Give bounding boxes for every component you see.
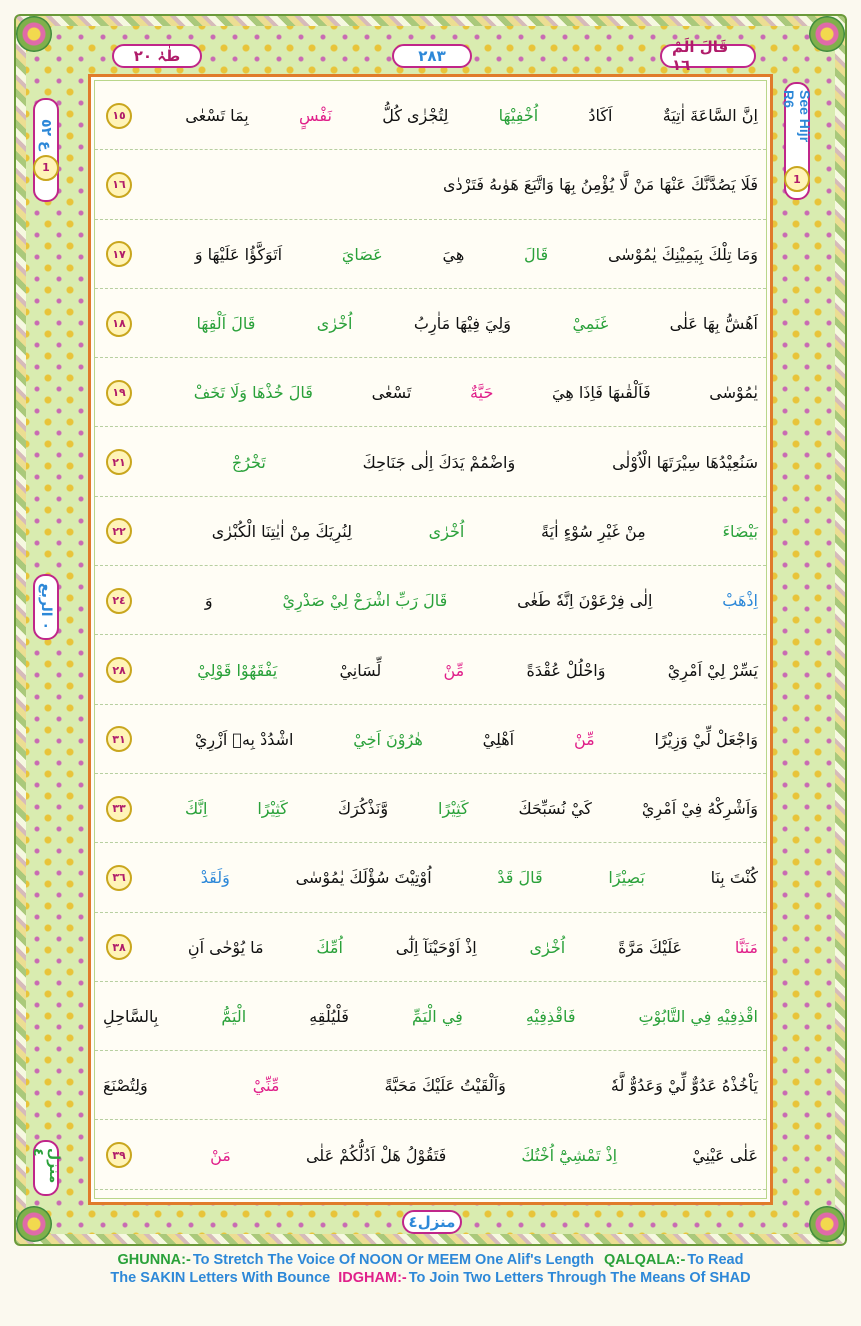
verse-segment: بِمَا تَسْعٰى <box>185 106 249 126</box>
verse-segment: هٰرُوْنَ اَخِيْ <box>353 729 423 749</box>
quran-text-panel <box>88 74 773 1205</box>
verse-segment: غَنَمِيْ <box>572 314 609 334</box>
verse-segment: وَلِتُصْنَعَ <box>103 1076 148 1096</box>
verse-segment: اشْدُدْ بِهٖ اَزْرِيْ <box>194 729 294 749</box>
verse-segment: عَلَيْكَ مَرَّةً <box>618 937 683 957</box>
verse-segment: اِنَّ السَّاعَةَ اٰتِيَةٌ <box>662 106 758 126</box>
corner-ornament-bottom-left-icon <box>16 1206 52 1242</box>
manzil-marker: منزل٤ <box>402 1210 462 1234</box>
verse-segment: فَاَلْقٰىهَا فَاِذَا هِيَ <box>552 383 651 403</box>
verse-line <box>91 913 770 982</box>
verse-segment: اِلٰى فِرْعَوْنَ اِنَّهٗ طَغٰى <box>517 591 653 611</box>
verse-segment: اَكَادُ <box>588 106 613 126</box>
verse-segment: كُنْتَ بِنَا <box>710 868 758 888</box>
verse-line <box>91 774 770 843</box>
ayah-number-marker: ٣٨ <box>106 934 132 960</box>
verse-segment: اُخْفِيْهَا <box>498 106 539 126</box>
ayah-number-marker: ١٦ <box>106 172 132 198</box>
verse-segment: عَلٰى عَيْنِيْ <box>692 1145 758 1165</box>
hijr-reference <box>781 82 813 200</box>
verse-segment: مَا يُوْحٰى اَنِ <box>187 937 264 957</box>
verse-line <box>91 635 770 704</box>
ghunna-description: To Stretch The Voice Of NOON Or MEEM One Alif's Length <box>192 1252 594 1268</box>
para-label: قَالَ الَمْ ١٦ <box>660 44 756 68</box>
tajweed-legend-line-2 <box>0 1270 861 1286</box>
qalqala-description-b: The SAKIN Letters With Bounce <box>110 1270 331 1286</box>
verse-segment: سَنُعِيْدُهَا سِيْرَتَهَا الْاُوْلٰى <box>612 452 758 472</box>
verse-segment: اَهُشُّ بِهَا عَلٰى <box>669 314 758 334</box>
verse-segment: الْيَمُّ <box>221 1007 247 1027</box>
verse-segment: وَّنَذْكُرَكَ <box>337 799 389 819</box>
qalqala-description-a: To Read <box>687 1252 744 1268</box>
verse-segment: مِنْ غَيْرِ سُوْءٍ اٰيَةً <box>541 521 646 541</box>
verse-segment: وَاحْلُلْ عُقْدَةً <box>526 660 606 680</box>
verse-segment: هِيَ <box>442 244 465 264</box>
verse-segment: يٰمُوْسٰى <box>709 383 758 403</box>
verse-segment: وَ <box>204 591 213 611</box>
surah-label: طٰہٰ ٢٠ <box>112 44 202 68</box>
verse-segment: قَالَ رَبِّ اشْرَحْ لِيْ صَدْرِيْ <box>282 591 448 611</box>
verse-segment: اَهْلِيْ <box>482 729 515 749</box>
verse-segment: وَاَلْقَيْتُ عَلَيْكَ مَحَبَّةً <box>384 1076 506 1096</box>
verse-segment: قَالَ قَدْ <box>497 868 543 888</box>
verse-segment: اَتَوَكَّؤُا عَلَيْهَا وَ <box>194 244 283 264</box>
qalqala-label: QALQALA:- <box>604 1252 686 1268</box>
corner-ornament-bottom-right-icon <box>809 1206 845 1242</box>
ghunna-label: GHUNNA:- <box>117 1252 191 1268</box>
verse-line <box>91 843 770 912</box>
verse-segment: فَاقْذِفِيْهِ <box>525 1007 576 1027</box>
ruku-marker-text: ع ٥٢ <box>38 119 54 151</box>
verse-segment: اُخْرٰى <box>428 521 465 541</box>
ayah-number-marker: ٢٨ <box>106 657 132 683</box>
verse-segment: يَاْخُذْهُ عَدُوٌّ لِّيْ وَعَدُوٌّ لَّهٗ <box>610 1076 758 1096</box>
verse-segment: تَسْعٰى <box>371 383 412 403</box>
verse-segment: وَلِيَ فِيْهَا مَاٰرِبُ <box>413 314 511 334</box>
ayah-number-marker: ٣٩ <box>106 1142 132 1168</box>
idgham-label: IDGHAM:- <box>338 1270 407 1286</box>
verse-segment: وَاَشْرِكْهُ فِيْ اَمْرِيْ <box>641 799 758 819</box>
verse-segment: مَنَنَّا <box>734 937 758 957</box>
verse-segment: يَسِّرْ لِيْ اَمْرِيْ <box>667 660 758 680</box>
verse-segment: يَفْقَهُوْا قَوْلِيْ <box>197 660 278 680</box>
corner-ornament-top-left-icon <box>16 16 52 52</box>
verse-segment: اُخْرٰى <box>529 937 566 957</box>
verse-line <box>91 982 770 1051</box>
verse-segment: بَصِيْرًا <box>608 868 645 888</box>
idgham-description: To Join Two Letters Through The Means Of SHAD <box>408 1270 751 1286</box>
ayah-number-marker: ٣٣ <box>106 796 132 822</box>
ayah-number-marker: ١٥ <box>106 103 132 129</box>
verse-segment: فَلَا يَصُدَّنَّكَ عَنْهَا مَنْ لَّا يُؤْمِنُ بِهَا وَاتَّبَعَ هَوٰىهُ فَتَرْدٰى <box>443 175 758 195</box>
rub-marker: ٠ الربع <box>33 574 59 640</box>
ayah-number-marker: ١٨ <box>106 311 132 337</box>
ruku-marker <box>33 98 59 202</box>
verse-segment: مِّنْ <box>443 660 465 680</box>
ruku-badge: 1 <box>33 155 59 181</box>
verse-line <box>91 1051 770 1120</box>
verse-segment: اِنَّكَ <box>185 799 208 819</box>
verse-segment: كَيْ نُسَبِّحَكَ <box>518 799 592 819</box>
verse-line <box>91 81 770 150</box>
verse-segment: اِذْهَبْ <box>722 591 758 611</box>
verse-segment: كَثِيْرًا <box>257 799 288 819</box>
verse-segment: اِذْ اَوْحَيْنَآ اِلٰٓى <box>395 937 477 957</box>
verse-segment: اُوْتِيْتَ سُؤْلَكَ يٰمُوْسٰى <box>295 868 432 888</box>
verse-segment: نَفْسٍ <box>299 106 332 126</box>
hijr-reference-text: See Hijr R6 <box>781 90 813 143</box>
verse-segment: قَالَ <box>524 244 549 264</box>
verse-line <box>91 150 770 219</box>
verse-segment: اقْذِفِيْهِ فِي التَّابُوْتِ <box>638 1007 758 1027</box>
ayah-number-marker: ١٩ <box>106 380 132 406</box>
verse-segment: لِنُرِيَكَ مِنْ اٰيٰتِنَا الْكُبْرٰى <box>211 521 352 541</box>
ayah-number-marker: ٣١ <box>106 726 132 752</box>
tajweed-legend-line-1 <box>0 1252 861 1268</box>
verse-segment: بَيْضَاءَ <box>722 521 758 541</box>
verse-line <box>91 566 770 635</box>
verse-segment: اُخْرٰى <box>316 314 353 334</box>
hijr-badge: 1 <box>784 166 810 192</box>
verse-segment: وَاجْعَلْ لِّيْ وَزِيْرًا <box>654 729 758 749</box>
verse-segment: عَصَايَ <box>341 244 383 264</box>
verse-segment: فَلْيُلْقِهِ <box>309 1007 349 1027</box>
verse-line <box>91 289 770 358</box>
ayah-number-marker: ٢١ <box>106 449 132 475</box>
verse-segment: مِّنْ <box>573 729 595 749</box>
verse-segment: بِالسَّاحِلِ <box>103 1007 159 1027</box>
verse-segment: مِّنِّيْ <box>252 1076 280 1096</box>
ayah-number-marker: ٢٢ <box>106 518 132 544</box>
ayah-number-marker: ١٧ <box>106 241 132 267</box>
verse-segment: مَنْ <box>210 1145 231 1165</box>
verse-line <box>91 220 770 289</box>
verse-segment: لِتُجْزٰى كُلُّ <box>382 106 449 126</box>
verse-segment: وَلَقَدْ <box>200 868 230 888</box>
manzil-side-marker: منزل ٤ <box>33 1140 59 1196</box>
verse-line <box>91 358 770 427</box>
verse-segment: تَخْرُجْ <box>231 452 266 472</box>
verse-segment: وَمَا تِلْكَ بِيَمِيْنِكَ يٰمُوْسٰى <box>607 244 758 264</box>
verse-segment: حَيَّةٌ <box>470 383 494 403</box>
verse-segment: اِذْ تَمْشِيْٓ اُخْتُكَ <box>521 1145 618 1165</box>
ayah-number-marker: ٣٦ <box>106 865 132 891</box>
verse-segment: لِّسَانِيْ <box>339 660 382 680</box>
ayah-number-marker: ٢٤ <box>106 588 132 614</box>
verse-segment: فَتَقُوْلُ هَلْ اَدُلُّكُمْ عَلٰى <box>305 1145 447 1165</box>
verse-line <box>91 705 770 774</box>
verse-line <box>91 1121 770 1190</box>
verse-segment: فِي الْيَمِّ <box>411 1007 463 1027</box>
corner-ornament-top-right-icon <box>809 16 845 52</box>
verse-segment: اُمِّكَ <box>316 937 343 957</box>
verse-segment: وَاضْمُمْ يَدَكَ اِلٰى جَنَاحِكَ <box>362 452 516 472</box>
verse-segment: كَثِيْرًا <box>438 799 469 819</box>
verse-line <box>91 497 770 566</box>
verse-segment: قَالَ اَلْقِهَا <box>196 314 256 334</box>
verse-line <box>91 428 770 497</box>
verse-segment: قَالَ خُذْهَا وَلَا تَخَفْ <box>193 383 313 403</box>
page-number: ٢٨٣ <box>392 44 472 68</box>
